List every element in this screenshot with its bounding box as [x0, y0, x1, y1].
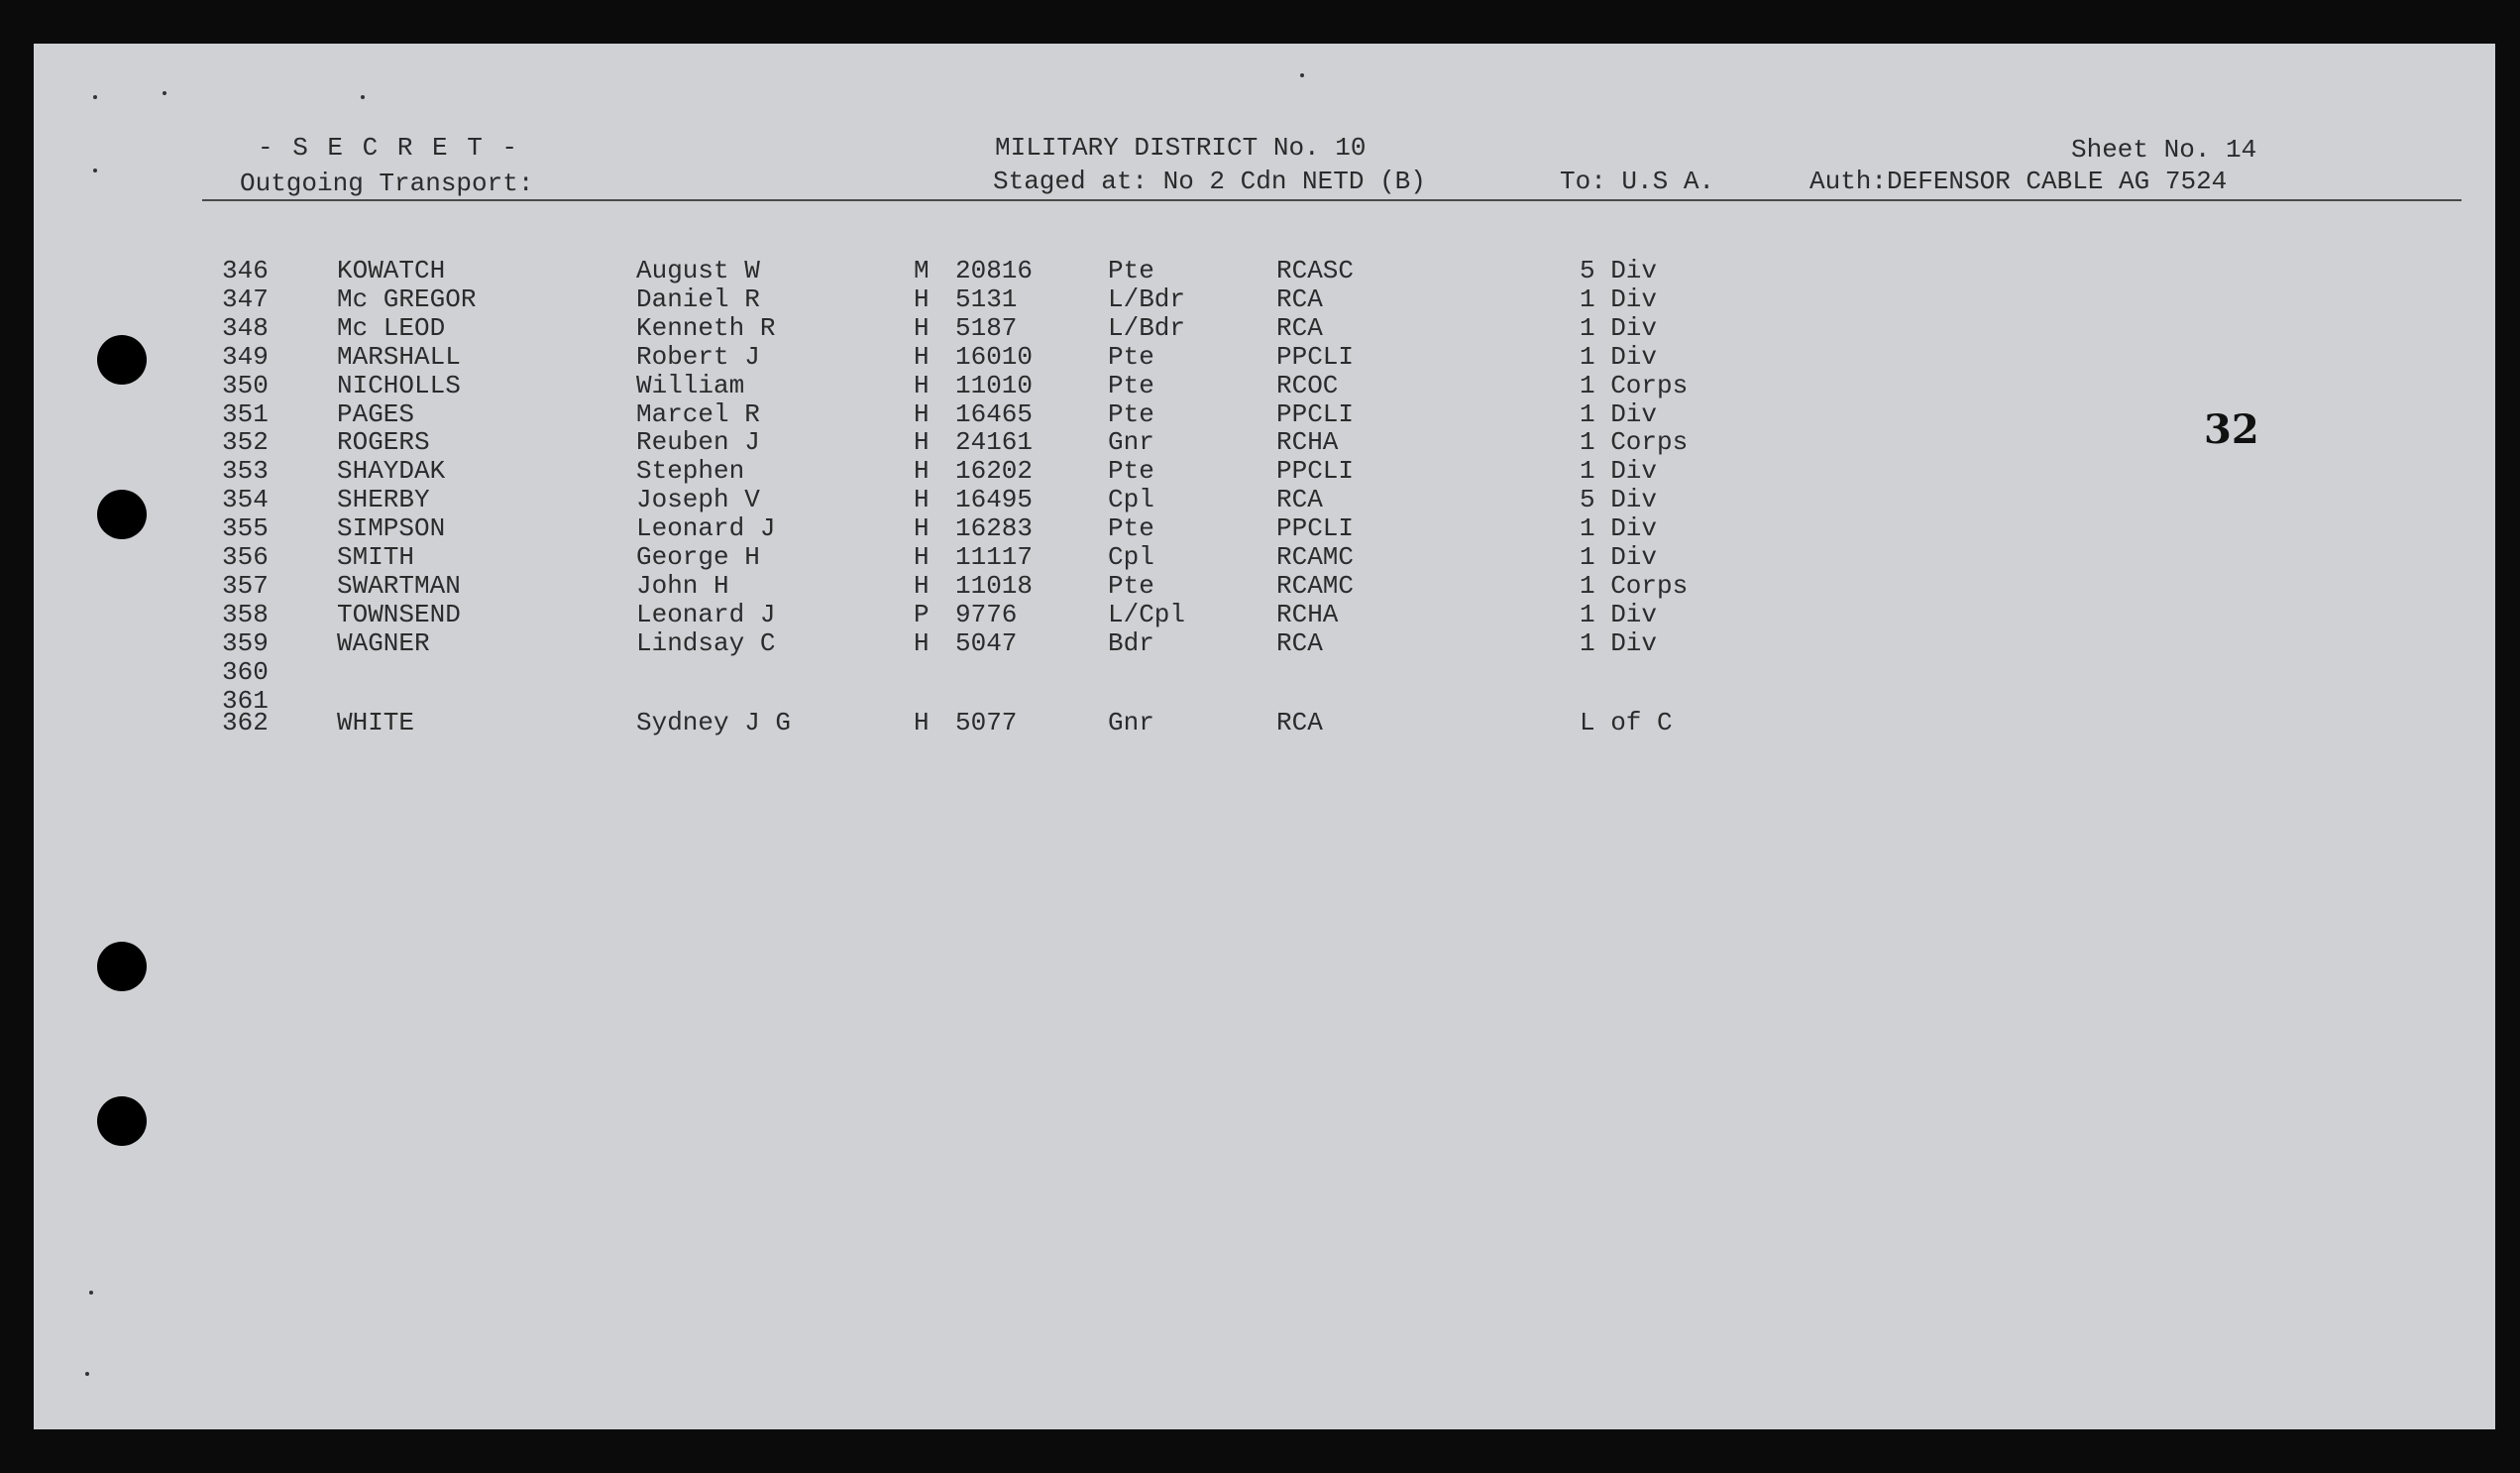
rank-cell: L/Bdr [1108, 312, 1186, 343]
service-number-cell: 11018 [955, 570, 1034, 601]
regiment-letter-cell: H [914, 627, 930, 658]
personnel-table [34, 258, 2495, 813]
service-number-cell: 9776 [955, 599, 1018, 629]
regiment-letter-cell: M [914, 256, 930, 285]
row-number: 350 [222, 370, 269, 400]
surname-cell: SHERBY [337, 485, 430, 515]
service-number-cell: 16202 [955, 456, 1034, 487]
table-row [34, 458, 2495, 487]
unit-cell: RCA [1276, 312, 1323, 343]
row-number: 357 [222, 570, 269, 601]
row-number: 347 [222, 283, 269, 314]
unit-cell: RCAMC [1276, 542, 1355, 572]
row-number: 349 [222, 341, 269, 372]
given-names-cell: Leonard J [636, 513, 776, 544]
regiment-letter-cell: H [914, 513, 930, 544]
staged-at-text: Staged at: No 2 Cdn NETD (B) [993, 167, 1426, 196]
given-names-cell: Robert J [636, 341, 760, 372]
table-row [34, 627, 2495, 659]
speck [163, 91, 166, 95]
given-names-cell: Marcel R [636, 398, 760, 429]
formation-cell: 5 Div [1580, 485, 1658, 515]
table-row [34, 710, 2495, 738]
given-names-cell: Leonard J [636, 599, 776, 629]
row-number: 361 [222, 685, 269, 716]
table-row [34, 429, 2495, 458]
rank-cell: Cpl [1108, 542, 1154, 572]
table-row [34, 283, 2495, 315]
surname-cell: Mc LEOD [337, 312, 446, 343]
row-number: 351 [222, 398, 269, 429]
given-names-cell: Kenneth R [636, 312, 776, 343]
formation-cell: 1 Corps [1580, 427, 1689, 458]
regiment-letter-cell: H [914, 398, 930, 429]
service-number-cell: 5187 [955, 312, 1018, 343]
given-names-cell: Sydney J G [636, 708, 792, 738]
table-row [34, 570, 2495, 602]
given-names-cell: George H [636, 542, 760, 572]
table-row [34, 656, 2495, 688]
service-number-cell: 20816 [955, 256, 1034, 285]
service-number-cell: 11010 [955, 370, 1034, 400]
unit-cell: RCHA [1276, 427, 1339, 458]
surname-cell: WHITE [337, 708, 415, 738]
row-number: 359 [222, 627, 269, 658]
table-row [34, 398, 2495, 430]
formation-cell: 1 Div [1580, 513, 1658, 544]
regiment-letter-cell: H [914, 283, 930, 314]
service-number-cell: 16283 [955, 513, 1034, 544]
row-number: 354 [222, 485, 269, 515]
formation-cell: 1 Div [1580, 542, 1658, 572]
surname-cell: NICHOLLS [337, 370, 461, 400]
row-number: 362 [222, 708, 269, 738]
service-number-cell: 5131 [955, 283, 1018, 314]
surname-cell: WAGNER [337, 627, 430, 658]
surname-cell: SWARTMAN [337, 570, 461, 601]
row-number: 355 [222, 513, 269, 544]
surname-cell: ROGERS [337, 427, 430, 458]
punch-hole [97, 942, 147, 991]
surname-cell: SHAYDAK [337, 456, 446, 487]
formation-cell: 1 Div [1580, 599, 1658, 629]
formation-cell: 1 Div [1580, 398, 1658, 429]
service-number-cell: 16495 [955, 485, 1034, 515]
rank-cell: Bdr [1108, 627, 1154, 658]
given-names-cell: Stephen [636, 456, 745, 487]
regiment-letter-cell: H [914, 542, 930, 572]
table-row [34, 258, 2495, 286]
table-row [34, 544, 2495, 573]
rank-cell: Gnr [1108, 427, 1154, 458]
unit-cell: RCASC [1276, 256, 1355, 285]
service-number-cell: 5077 [955, 708, 1018, 738]
unit-cell: RCOC [1276, 370, 1339, 400]
punch-hole [97, 1096, 147, 1146]
speck [85, 1372, 89, 1376]
formation-cell: 1 Corps [1580, 570, 1689, 601]
regiment-letter-cell: H [914, 341, 930, 372]
given-names-cell: Daniel R [636, 283, 760, 314]
table-row [34, 487, 2495, 515]
given-names-cell: William [636, 370, 745, 400]
table-row [34, 599, 2495, 630]
rank-cell: Pte [1108, 513, 1154, 544]
unit-cell: PPCLI [1276, 456, 1355, 487]
surname-cell: TOWNSEND [337, 599, 461, 629]
speck [361, 95, 365, 99]
unit-cell: RCHA [1276, 599, 1339, 629]
unit-cell: PPCLI [1276, 513, 1355, 544]
header-rule-right [916, 199, 2462, 201]
rank-cell: Pte [1108, 398, 1154, 429]
regiment-letter-cell: H [914, 456, 930, 487]
service-number-cell: 24161 [955, 427, 1034, 458]
destination-text: To: U.S A. [1560, 167, 1715, 196]
formation-cell: L of C [1580, 708, 1673, 738]
sheet-number: Sheet No. 14 [2071, 135, 2257, 165]
regiment-letter-cell: H [914, 708, 930, 738]
regiment-letter-cell: H [914, 485, 930, 515]
formation-cell: 1 Div [1580, 283, 1658, 314]
military-district-heading: MILITARY DISTRICT No. 10 [995, 133, 1367, 163]
surname-cell: SMITH [337, 542, 415, 572]
speck [89, 1291, 93, 1295]
service-number-cell: 16010 [955, 341, 1034, 372]
service-number-cell: 11117 [955, 542, 1034, 572]
speck [93, 169, 97, 172]
formation-cell: 5 Div [1580, 256, 1658, 285]
rank-cell: L/Bdr [1108, 283, 1186, 314]
speck [1300, 73, 1304, 77]
surname-cell: Mc GREGOR [337, 283, 477, 314]
rank-cell: Pte [1108, 570, 1154, 601]
rank-cell: Cpl [1108, 485, 1154, 515]
formation-cell: 1 Div [1580, 341, 1658, 372]
formation-cell: 1 Div [1580, 312, 1658, 343]
given-names-cell: Reuben J [636, 427, 760, 458]
table-row [34, 341, 2495, 373]
regiment-letter-cell: P [914, 599, 930, 629]
rank-cell: Pte [1108, 370, 1154, 400]
regiment-letter-cell: H [914, 570, 930, 601]
surname-cell: PAGES [337, 398, 415, 429]
document-page [34, 44, 2495, 1429]
formation-cell: 1 Div [1580, 456, 1658, 487]
formation-cell: 1 Corps [1580, 370, 1689, 400]
rank-cell: Pte [1108, 256, 1154, 285]
row-number: 356 [222, 542, 269, 572]
unit-cell: RCA [1276, 283, 1323, 314]
unit-cell: RCA [1276, 485, 1323, 515]
secret-marking: - S E C R E T - [258, 133, 520, 163]
rank-cell: Gnr [1108, 708, 1154, 738]
regiment-letter-cell: H [914, 427, 930, 458]
regiment-letter-cell: H [914, 312, 930, 343]
table-row [34, 370, 2495, 401]
table-row [34, 312, 2495, 344]
rank-cell: L/Cpl [1108, 599, 1186, 629]
given-names-cell: Joseph V [636, 485, 760, 515]
surname-cell: SIMPSON [337, 513, 446, 544]
surname-cell: MARSHALL [337, 341, 461, 372]
service-number-cell: 5047 [955, 627, 1018, 658]
outgoing-transport-label: Outgoing Transport: [240, 169, 534, 198]
table-row [34, 515, 2495, 544]
rank-cell: Pte [1108, 456, 1154, 487]
service-number-cell: 16465 [955, 398, 1034, 429]
row-number: 346 [222, 256, 269, 285]
authority-text: Auth:DEFENSOR CABLE AG 7524 [1809, 167, 2228, 196]
row-number: 360 [222, 656, 269, 687]
speck [93, 95, 97, 99]
given-names-cell: John H [636, 570, 729, 601]
unit-cell: PPCLI [1276, 398, 1355, 429]
row-number: 353 [222, 456, 269, 487]
unit-cell: RCAMC [1276, 570, 1355, 601]
unit-cell: PPCLI [1276, 341, 1355, 372]
given-names-cell: Lindsay C [636, 627, 776, 658]
surname-cell: KOWATCH [337, 256, 446, 285]
given-names-cell: August W [636, 256, 760, 285]
formation-cell: 1 Div [1580, 627, 1658, 658]
row-number: 352 [222, 427, 269, 458]
rank-cell: Pte [1108, 341, 1154, 372]
row-number: 348 [222, 312, 269, 343]
unit-cell: RCA [1276, 708, 1323, 738]
row-number: 358 [222, 599, 269, 629]
header-rule-left [202, 199, 935, 201]
unit-cell: RCA [1276, 627, 1323, 658]
page-stamp-number: 32 [2204, 406, 2259, 453]
regiment-letter-cell: H [914, 370, 930, 400]
